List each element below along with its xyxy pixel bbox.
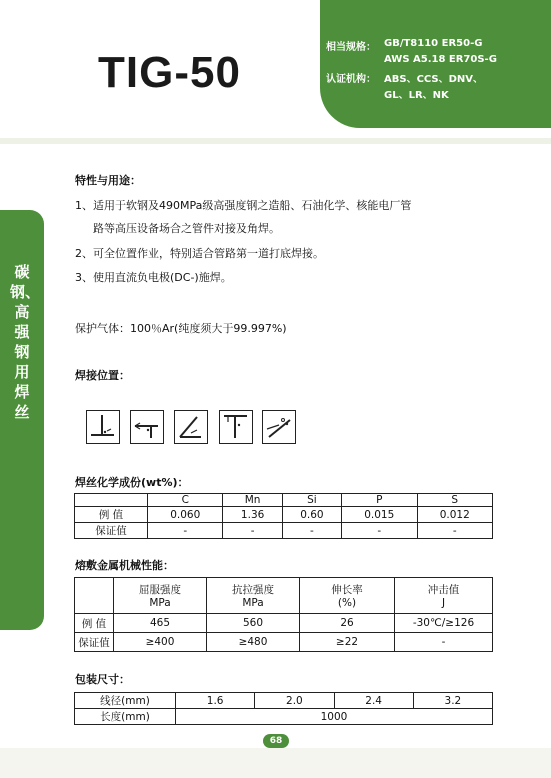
welding-positions-title: 焊接位置： xyxy=(75,369,130,382)
chem-header-s: S xyxy=(417,494,493,507)
row-label: 保证值 xyxy=(75,523,148,539)
row-label: 保证值 xyxy=(75,633,114,652)
overhead-weld-position-icon xyxy=(219,410,253,444)
table-cell: - xyxy=(395,633,493,652)
category-side-label: 碳钢、高强钢用焊丝 xyxy=(10,263,41,421)
table-cell: - xyxy=(417,523,493,539)
table-cell: - xyxy=(148,523,223,539)
standard-spec-line2: AWS A5.18 ER70S-G xyxy=(384,54,497,65)
chem-header-c: C xyxy=(148,494,223,507)
table-cell: 3.2 xyxy=(413,693,492,709)
table-cell: 1000 xyxy=(176,709,493,725)
certification-line2: GL、LR、NK xyxy=(384,90,449,101)
table-cell: 1.36 xyxy=(223,507,282,523)
vertical-weld-position-icon xyxy=(174,410,208,444)
mech-header-elongation xyxy=(300,578,395,614)
standard-spec-label: 相当规格： xyxy=(326,42,376,53)
table-cell: 2.4 xyxy=(334,693,413,709)
table-cell: 0.60 xyxy=(282,507,341,523)
table-cell: ≥480 xyxy=(207,633,300,652)
table-cell: 560 xyxy=(207,614,300,633)
table-cell: 1.6 xyxy=(176,693,255,709)
mech-header-impact xyxy=(395,578,493,614)
chem-header-p: P xyxy=(342,494,417,507)
diameter-label: 线径(mm) xyxy=(75,693,176,709)
standard-spec-line1: GB/T8110 ER50-G xyxy=(384,38,483,49)
mechanical-properties-title: 熔敷金属机械性能： xyxy=(75,559,174,572)
mech-header-elongation-name: 伸长率 xyxy=(331,584,363,596)
horizontal-weld-position-icon xyxy=(130,410,164,444)
table-row xyxy=(75,507,493,523)
feature-item-1-line1: 1、适用于软钢及490MPa级高强度钢之造船、石油化学、核能电厂管 xyxy=(75,199,412,212)
chem-header-si: Si xyxy=(282,494,341,507)
mech-header-impact-name: 冲击值 xyxy=(427,584,460,596)
table-cell: ≥22 xyxy=(300,633,395,652)
mech-header-tensile-name: 抗拉强度 xyxy=(232,584,274,596)
table-row xyxy=(75,693,493,709)
length-label: 长度(mm) xyxy=(75,709,176,725)
mech-header-row xyxy=(75,578,493,614)
table-cell: 26 xyxy=(300,614,395,633)
table-cell: ≥400 xyxy=(114,633,207,652)
chemical-composition-table xyxy=(74,493,493,539)
feature-item-1-line2: 路等高压设备场合之管件对接及角焊。 xyxy=(93,222,280,235)
features-title: 特性与用途： xyxy=(75,174,141,187)
shielding-gas-text: 保护气体：100％Ar(纯度须大于99.997%) xyxy=(75,322,287,335)
table-cell: 0.015 xyxy=(342,507,417,523)
table-cell: 2.0 xyxy=(255,693,334,709)
feature-item-3: 3、使用直流负电极(DC-)施焊。 xyxy=(75,271,232,284)
mech-header-elongation-unit: (%) xyxy=(337,597,357,609)
mech-header-blank xyxy=(75,578,114,614)
certification-line1: ABS、CCS、DNV、 xyxy=(384,74,484,85)
page-number: 68 xyxy=(263,734,289,748)
mech-header-yield xyxy=(114,578,207,614)
mech-header-impact-unit: J xyxy=(441,597,446,609)
table-row xyxy=(75,523,493,539)
table-cell: 0.060 xyxy=(148,507,223,523)
row-label: 例 值 xyxy=(75,614,114,633)
packaging-table xyxy=(74,692,493,725)
packaging-title: 包装尺寸： xyxy=(75,673,130,686)
table-cell: 465 xyxy=(114,614,207,633)
table-row xyxy=(75,614,493,633)
table-cell: - xyxy=(282,523,341,539)
feature-item-2: 2、可全位置作业，特别适合管路第一道打底焊接。 xyxy=(75,247,324,260)
product-model-title: TIG-50 xyxy=(98,48,241,97)
table-row xyxy=(75,633,493,652)
certification-label: 认证机构： xyxy=(326,74,376,85)
table-row xyxy=(75,709,493,725)
chem-header-row xyxy=(75,494,493,507)
chemical-composition-title: 焊丝化学成份(wt%)： xyxy=(75,476,189,489)
mech-header-yield-name: 屈服强度 xyxy=(139,584,181,596)
row-label: 例 值 xyxy=(75,507,148,523)
mech-header-yield-unit: MPa xyxy=(149,597,171,609)
flat-weld-position-icon xyxy=(86,410,120,444)
chem-header-mn: Mn xyxy=(223,494,282,507)
mech-header-tensile-unit: MPa xyxy=(242,597,264,609)
mech-header-tensile xyxy=(207,578,300,614)
footer-stripe xyxy=(0,748,551,778)
mechanical-properties-table xyxy=(74,577,493,652)
pipe-weld-position-icon xyxy=(262,410,296,444)
header-divider-stripe xyxy=(0,138,551,144)
chem-header-blank xyxy=(75,494,148,507)
table-cell: 0.012 xyxy=(417,507,493,523)
table-cell: -30℃/≥126 xyxy=(395,614,493,633)
table-cell: - xyxy=(342,523,417,539)
table-cell: - xyxy=(223,523,282,539)
